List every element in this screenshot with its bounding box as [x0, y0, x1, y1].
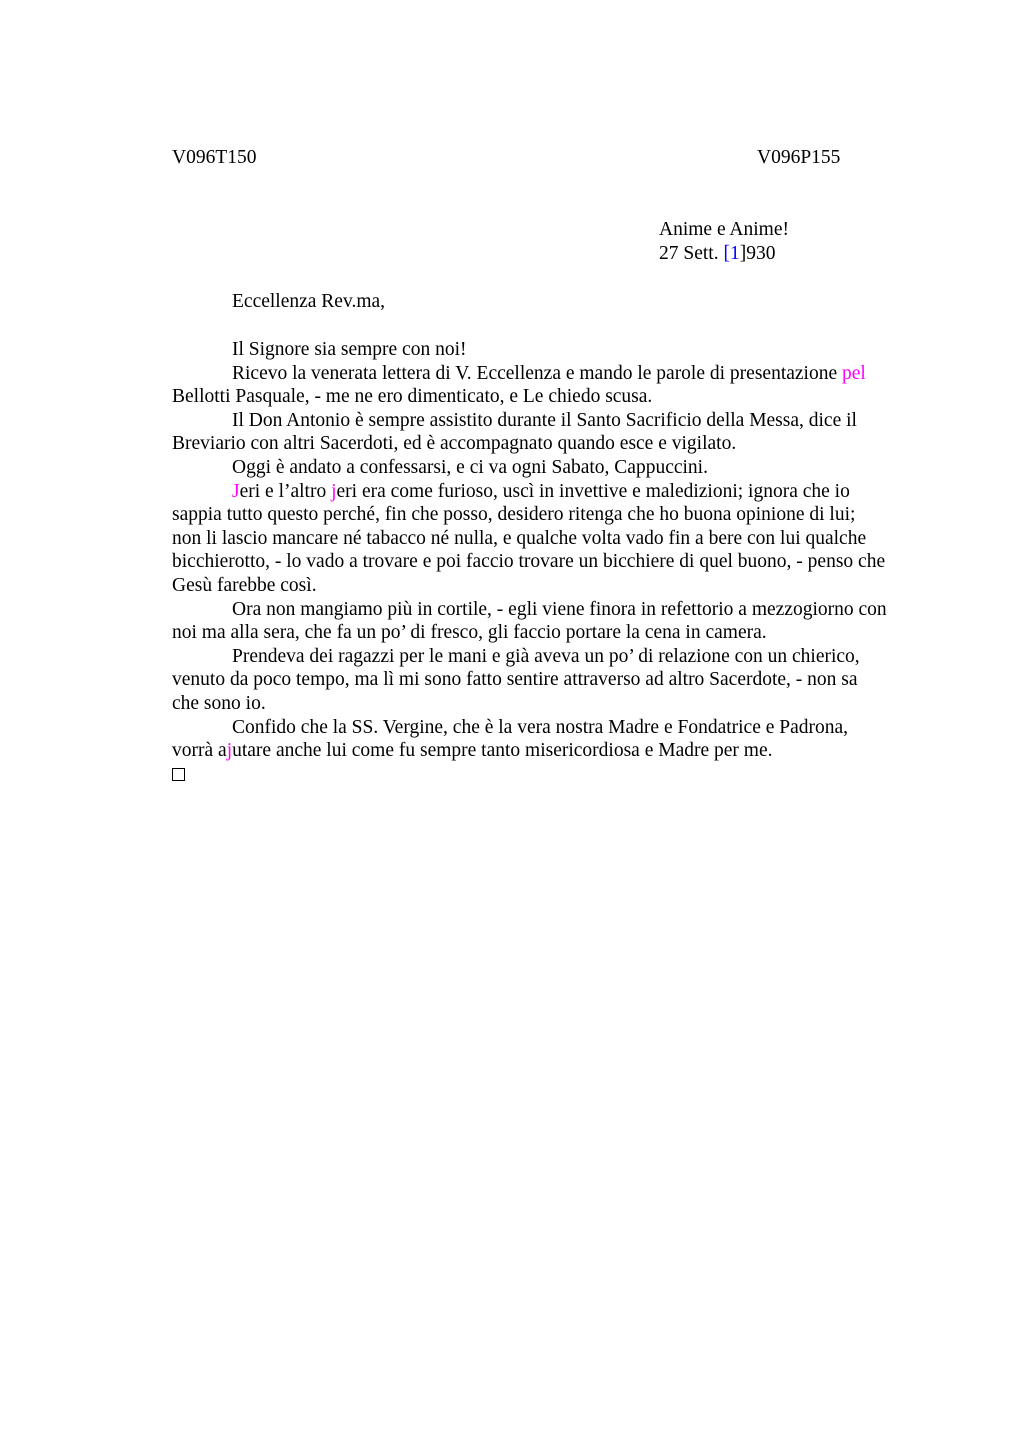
- letter-body: [172, 338, 932, 786]
- text-segment: vorrà a: [172, 740, 227, 762]
- paragraph-don-antonio: [172, 409, 932, 456]
- text-segment: eri era come furioso, uscì in invettive e maledizioni; ignora che io: [336, 480, 850, 502]
- highlight-correction: pel: [842, 362, 866, 384]
- text-segment: Gesù farebbe così.: [172, 574, 317, 596]
- dateline: [659, 218, 789, 265]
- paragraph-greeting: Il Signore sia sempre con noi!: [232, 339, 467, 360]
- text-segment: venuto da poco tempo, ma lì mi sono fatto sentire attraverso ad altro Sacerdote, - non sa: [172, 669, 858, 691]
- salutation: Eccellenza Rev.ma,: [232, 291, 386, 312]
- text-segment: Bellotti Pasquale, - me ne ero dimenticato, e Le chiedo scusa.: [172, 386, 653, 408]
- text-segment: che sono io.: [172, 692, 266, 714]
- text-segment: Breviario con altri Sacerdoti, ed è accompagnato quando esce e vigilato.: [172, 433, 737, 455]
- date-bracket-open: [: [723, 242, 730, 264]
- date-bracket-digit: 1: [729, 242, 740, 264]
- text-segment: Prendeva dei ragazzi per le mani e già aveva un po’ di relazione con un chierico,: [232, 645, 860, 667]
- end-box-icon: [172, 768, 185, 781]
- text-segment: eri e l’altro: [239, 480, 332, 502]
- motto: Anime e Anime!: [659, 219, 789, 240]
- document-code-left: V096T150: [172, 147, 257, 168]
- date-year-rest: 930: [746, 242, 776, 264]
- text-segment: Confido che la SS. Vergine, che è la vera nostra Madre e Fondatrice e Padrona,: [232, 716, 849, 738]
- text-segment: Ora non mangiamo più in cortile, - egli viene finora in refettorio a mezzogiorno con: [232, 598, 887, 620]
- highlight-correction: J: [232, 480, 240, 502]
- paragraph-furious: [172, 480, 932, 598]
- date-bracket-close: ]: [739, 242, 747, 264]
- text-segment: Ricevo la venerata lettera di V. Eccellenza e mando le parole di presentazione: [232, 362, 842, 384]
- document-code-right: V096P155: [757, 147, 841, 168]
- text-segment: sappia tutto questo perché, fin che posso, desidero ritenga che ho buona opinione di lui;: [172, 504, 856, 526]
- text-segment: Il Don Antonio è sempre assistito durante il Santo Sacrificio della Messa, dice il: [232, 409, 857, 431]
- end-marker: [172, 763, 932, 787]
- paragraph-presentation: [172, 362, 932, 409]
- text-segment: noi ma alla sera, che fa un po’ di fresco, gli faccio portare la cena in camera.: [172, 622, 767, 644]
- date-prefix: 27 Sett.: [659, 242, 724, 264]
- text-segment: utare anche lui come fu sempre tanto misericordiosa e Madre per me.: [232, 740, 773, 762]
- letter-date: [659, 242, 789, 266]
- paragraph-virgin: [172, 716, 932, 763]
- paragraph-meals: [172, 598, 932, 645]
- text-segment: non li lascio mancare né tabacco né nulla, e qualche volta vado fin a bere con lui qualche: [172, 527, 867, 549]
- paragraph-boys: [172, 645, 932, 716]
- paragraph-confession: Oggi è andato a confessarsi, e ci va ogni Sabato, Cappuccini.: [232, 456, 708, 478]
- highlight-correction: j: [226, 740, 233, 762]
- text-segment: bicchierotto, - lo vado a trovare e poi faccio trovare un bicchiere di quel buono, - penso che: [172, 551, 886, 573]
- highlight-correction: j: [331, 480, 337, 502]
